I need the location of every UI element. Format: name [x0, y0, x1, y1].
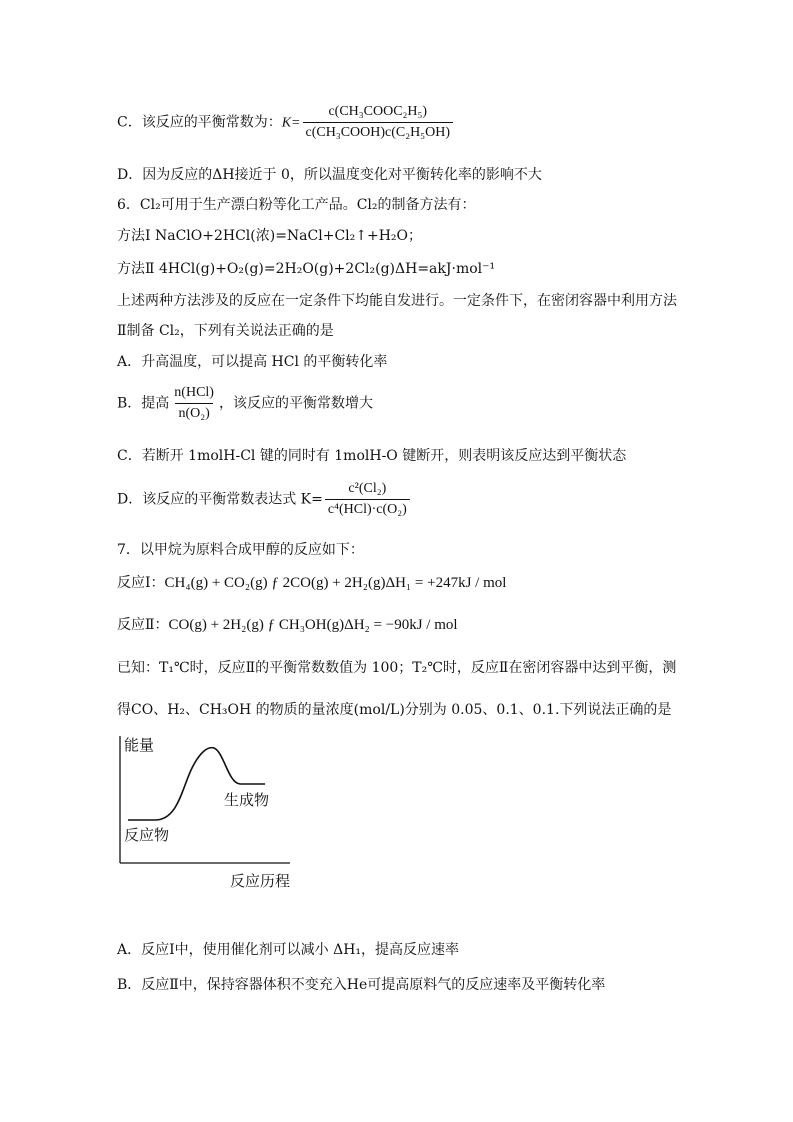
question-7-known-line-2: 得CO、H₂、CH₃OH 的物质的量浓度(mol/L)分别为 0.05、0.1、0.1.下列说法正确的是: [117, 702, 672, 718]
question-6-title: 6．Cl₂可用于生产漂白粉等化工产品。Cl₂的制备方法有：: [117, 197, 476, 213]
energy-diagram: [100, 728, 320, 898]
y-axis-label: 能量: [124, 736, 155, 754]
denominator: c⁴(HCl)·c(O₂): [325, 499, 410, 517]
energy-curve: [128, 748, 265, 820]
reaction-2-equation: CO(g) + 2H₂(g) ƒ CH₃OH(g)ΔH₂ = −90kJ / mol: [168, 617, 458, 633]
reaction-1-label: 反应Ⅰ：: [117, 575, 165, 591]
question-7-known-line-1: 已知：T₁℃时，反应Ⅱ的平衡常数数值为 100；T₂℃时，反应Ⅱ在密闭容器中达到平衡，测: [117, 660, 677, 676]
numerator: c²(Cl₂): [348, 481, 387, 496]
option-c-equilibrium-constant: [117, 105, 455, 140]
question-6-option-d: [117, 482, 412, 517]
question-6-paragraph-line-2: Ⅱ制备 Cl₂，下列有关说法正确的是: [117, 323, 334, 339]
x-axis-label: 反应历程: [230, 872, 291, 890]
reaction-2-label: 反应Ⅱ：: [117, 617, 169, 633]
fraction: [171, 386, 217, 421]
product-label: 生成物: [224, 791, 270, 809]
numerator: c(CH₃COOC₂H₅): [328, 104, 428, 119]
option-b-suffix: ，该反应的平衡常数增大: [218, 395, 373, 412]
numerator: n(HCl): [174, 385, 214, 400]
reaction-1-equation: CH₄(g) + CO₂(g) ƒ 2CO(g) + 2H₂(g)ΔH₁ = +247kJ / mol: [164, 575, 507, 591]
question-6-paragraph-line-1: 上述两种方法涉及的反应在一定条件下均能自发进行。一定条件下，在密闭容器中利用方法: [117, 293, 677, 309]
denominator: c(CH₃COOH)c(C₂H₅OH): [303, 122, 454, 140]
option-c-prefix: C．该反应的平衡常数为：: [117, 114, 282, 131]
question-7-option-a: A．反应Ⅰ中，使用催化剂可以减小 ΔH₁，提高反应速率: [117, 942, 460, 958]
question-7-reaction-2: [117, 618, 458, 633]
question-6-option-a: A．升高温度，可以提高 HCl 的平衡转化率: [117, 354, 388, 370]
question-6-option-b: [117, 386, 373, 421]
option-d-prefix: D．该反应的平衡常数表达式 K=: [117, 491, 323, 508]
option-d-text: D．因为反应的ΔH接近于 0，所以温度变化对平衡转化率的影响不大: [117, 167, 542, 183]
question-6-method-1: 方法Ⅰ NaClO+2HCl(浓)=NaCl+Cl₂↑+H₂O；: [117, 228, 423, 244]
fraction: [325, 482, 410, 517]
option-b-prefix: B．提高: [117, 395, 170, 412]
denominator: n(O₂): [175, 403, 212, 421]
question-7-title: 7．以甲烷为原料合成甲醇的反应如下：: [117, 542, 364, 558]
question-7-option-b: B．反应Ⅱ中，保持容器体积不变充入He可提高原料气的反应速率及平衡转化率: [117, 977, 606, 993]
fraction: [303, 105, 454, 140]
question-7-reaction-1: [117, 576, 506, 591]
k-symbol: K=: [281, 115, 301, 131]
question-6-method-2: 方法Ⅱ 4HCl(g)+O₂(g)=2H₂O(g)+2Cl₂(g)ΔH=akJ·mol⁻¹: [117, 261, 496, 277]
question-6-option-c: C．若断开 1molH-Cl 键的同时有 1molH-O 键断开，则表明该反应达到平衡状态: [117, 448, 627, 464]
reactant-label: 反应物: [124, 826, 170, 844]
